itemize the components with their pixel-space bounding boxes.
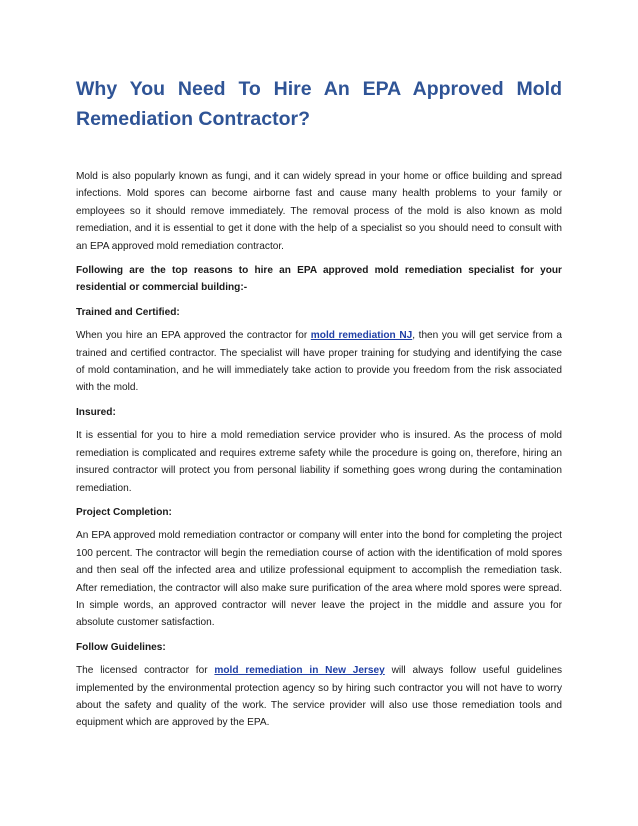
mold-remediation-nj-link[interactable]: mold remediation NJ	[310, 330, 413, 342]
page-title	[76, 74, 562, 134]
section-heading-trained: Trained and Certified:	[76, 306, 180, 318]
section-paragraph-follow-guidelines	[76, 662, 562, 732]
title-line-1: Why You Need To Hire An EPA Approved Mold	[76, 78, 562, 100]
section-paragraph-insured: It is essential for you to hire a mold remediation service provider who is insured. As the process of mold remediation is complicated and requires extreme safety while the procedure is going on, therefore, hiring an insured contractor will protect you from personal liability if something goes wrong during the contamination remediation.	[76, 430, 562, 494]
section-heading-follow-guidelines: Follow Guidelines:	[76, 641, 166, 653]
section-paragraph-project-completion: An EPA approved mold remediation contractor or company will enter into the bond for completing the project 100 percent. The contractor will begin the remediation course of action with the identification of mold spores and then seal off the infected area and utilize professional equipment to accomplish the remediation task. After remediation, the contractor will also make sure purification of the area where mold spores were spread. In simple words, an approved contractor will never leave the project in the middle and assure you for absolute customer satisfaction.	[76, 530, 562, 629]
mold-remediation-new-jersey-link[interactable]: mold remediation in New Jersey	[214, 665, 385, 677]
paragraph-text: When you hire an EPA approved the contractor for	[76, 330, 311, 342]
lead-paragraph: Following are the top reasons to hire an EPA approved mold remediation specialist for your residential or commercial building:-	[76, 265, 562, 294]
section-heading-project-completion: Project Completion:	[76, 506, 172, 518]
paragraph-text: , then you will get service from a trained and certified contractor. The specialist will have proper training for studying and identifying the case of mold contamination, and he will immediately take action to provide you freedom from the risk associated with the mold.	[76, 330, 562, 394]
title-line-2: Remediation Contractor?	[76, 108, 311, 130]
document-body	[76, 168, 562, 739]
paragraph-text: will always follow useful guidelines implemented by the environmental protection agency so by hiring such contractor you will not have to worry about the safety and quality of the work. The service provider will also use those remediation tools and equipment which are approved by the EPA.	[76, 665, 562, 729]
section-heading-insured: Insured:	[76, 406, 116, 418]
intro-paragraph: Mold is also popularly known as fungi, and it can widely spread in your home or office building and spread infections. Mold spores can become airborne fast and cause many health problems to your family or employees so it should remove immediately. The removal process of the mold is also known as mold remediation, and it is essential to get it done with the help of a specialist so you should need to consult with an EPA approved mold remediation contractor.	[76, 171, 562, 252]
section-paragraph-trained	[76, 327, 562, 397]
paragraph-text: The licensed contractor for	[76, 665, 215, 677]
